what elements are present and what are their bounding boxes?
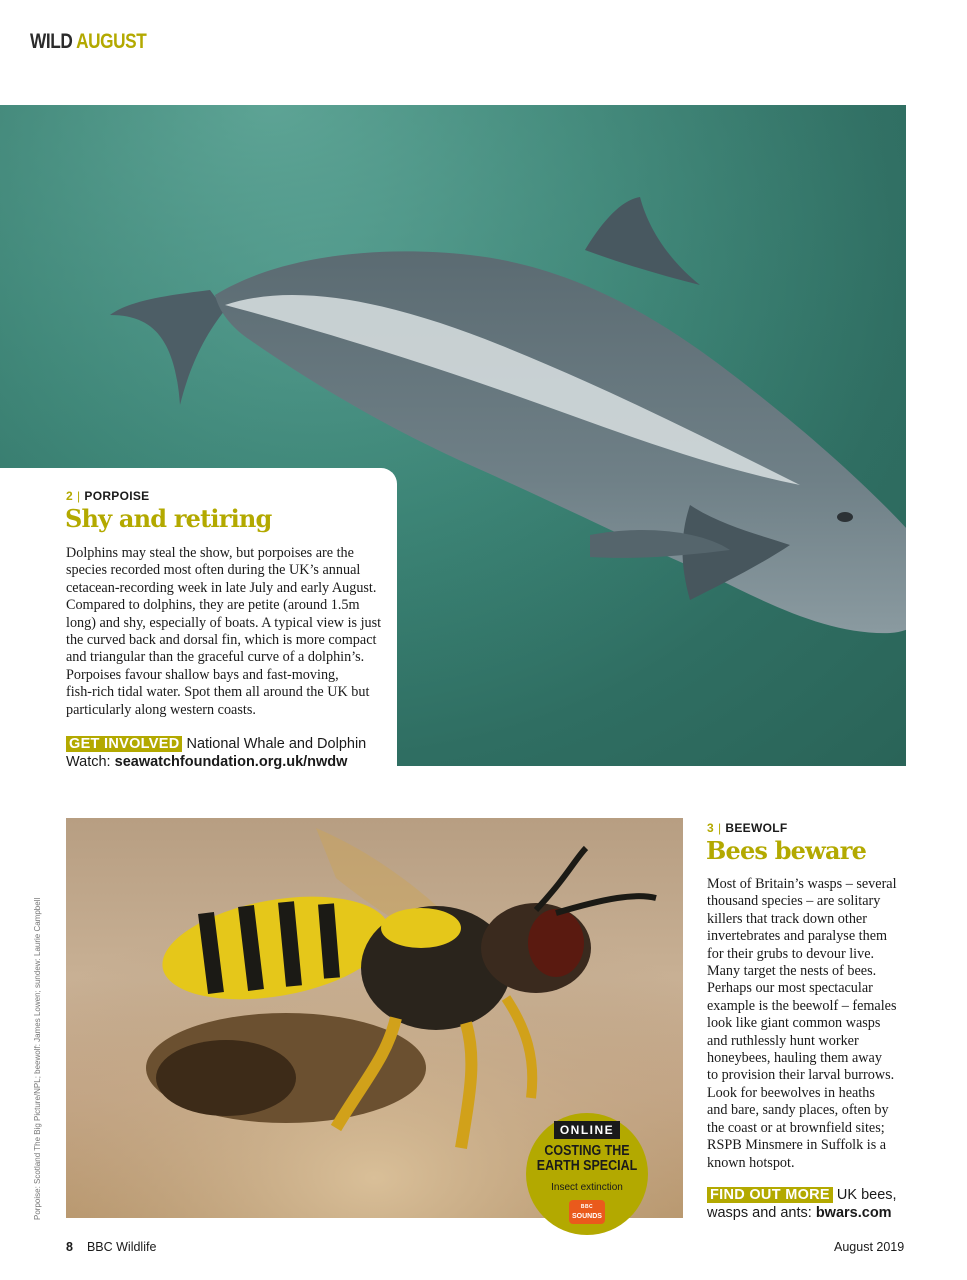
body-line: honeybees, hauling them away [707, 1050, 882, 1067]
body-line: to provision their larval burrows. [707, 1067, 895, 1084]
online-tag: ONLINE [554, 1121, 620, 1139]
body-line: long) and shy, especially of boats. A typical view is just [66, 614, 382, 631]
badge-title [535, 1144, 640, 1174]
bbc-logo-text: BBC [580, 1204, 594, 1210]
porpoise-kicker [66, 489, 150, 503]
body-line: killers that track down other [707, 910, 867, 927]
porpoise-cta [66, 735, 366, 771]
kicker-divider: | [717, 821, 722, 835]
cta-text-2: wasps and ants: [707, 1205, 812, 1221]
body-line: thousand species – are solitary [707, 893, 881, 910]
body-line: known hotspot. [707, 1154, 795, 1171]
body-line: and bare, sandy places, often by [707, 1102, 889, 1119]
bwars-link[interactable]: bwars.com [815, 1205, 892, 1221]
porpoise-headline: Shy and retiring [65, 504, 272, 533]
body-line: Compared to dolphins, they are petite (around 1.5m [66, 597, 360, 614]
porpoise-label: PORPOISE [84, 489, 150, 503]
porpoise-number: 2 [66, 489, 73, 503]
body-line: Most of Britain’s wasps – several [707, 876, 897, 892]
body-line: Perhaps our most spectacular [707, 980, 873, 997]
body-line: particularly along western coasts. [66, 701, 256, 718]
beewolf-body [707, 876, 897, 1172]
find-out-more-tag: FIND OUT MORE [707, 1187, 833, 1203]
seawatch-link[interactable]: seawatchfoundation.org.uk/nwdw [114, 754, 348, 770]
footer-left [66, 1240, 156, 1254]
publication-name: BBC Wildlife [86, 1240, 157, 1254]
body-line: Porpoises favour shallow bays and fast-moving, [66, 666, 339, 683]
photo-credit: Porpoise: Scotland The Big Picture/NPL; beewolf: James Lowen; sundew: Laurie Campbell [33, 897, 42, 1220]
body-line: fish-rich tidal water. Spot them all around the UK but [66, 684, 370, 701]
body-line: look like giant common wasps [707, 1015, 881, 1032]
bbc-sounds-logo [569, 1200, 605, 1224]
body-line: example is the beewolf – females [707, 997, 897, 1014]
badge-title-line: EARTH SPECIAL [536, 1158, 638, 1174]
month-label: AUGUST [76, 30, 147, 53]
cta-text-2: Watch: [66, 754, 111, 770]
body-line: the coast or at brownfield sites; [707, 1119, 885, 1136]
body-line: invertebrates and paralyse them [707, 928, 888, 945]
section-label: WILD [30, 30, 73, 53]
sounds-logo-text: SOUNDS [572, 1213, 602, 1220]
body-line: and ruthlessly hunt worker [707, 1032, 859, 1049]
beewolf-label: BEEWOLF [725, 821, 788, 835]
cta-text: UK bees, [836, 1187, 897, 1203]
body-line: species recorded most often during the UK’s annual [66, 562, 361, 579]
body-line: for their grubs to devour live. [707, 945, 875, 962]
body-line: RSPB Minsmere in Suffolk is a [707, 1137, 887, 1154]
body-line: Many target the nests of bees. [707, 963, 877, 980]
beewolf-kicker [707, 821, 788, 835]
body-line: Look for beewolves in heaths [707, 1084, 875, 1101]
badge-subtitle: Insect extinction [551, 1182, 623, 1193]
beewolf-cta [707, 1186, 897, 1222]
footer-date: August 2019 [834, 1240, 905, 1254]
section-header [30, 30, 146, 54]
body-line: cetacean-recording week in late July and early August. [66, 579, 377, 596]
page-number: 8 [66, 1240, 73, 1254]
body-line: the curved back and dorsal fin, which is more compact [66, 632, 377, 649]
beewolf-headline: Bees beware [706, 836, 867, 865]
online-badge[interactable] [526, 1113, 648, 1235]
get-involved-tag: GET INVOLVED [66, 736, 182, 752]
kicker-divider: | [76, 489, 81, 503]
body-line: Dolphins may steal the show, but porpoises are the [66, 545, 354, 561]
beewolf-number: 3 [707, 821, 714, 835]
porpoise-body [66, 545, 381, 719]
cta-text: National Whale and Dolphin [186, 736, 367, 752]
body-line: and triangular than the graceful curve of a dolphin’s. [66, 649, 365, 666]
badge-title-line: COSTING THE [544, 1143, 630, 1159]
